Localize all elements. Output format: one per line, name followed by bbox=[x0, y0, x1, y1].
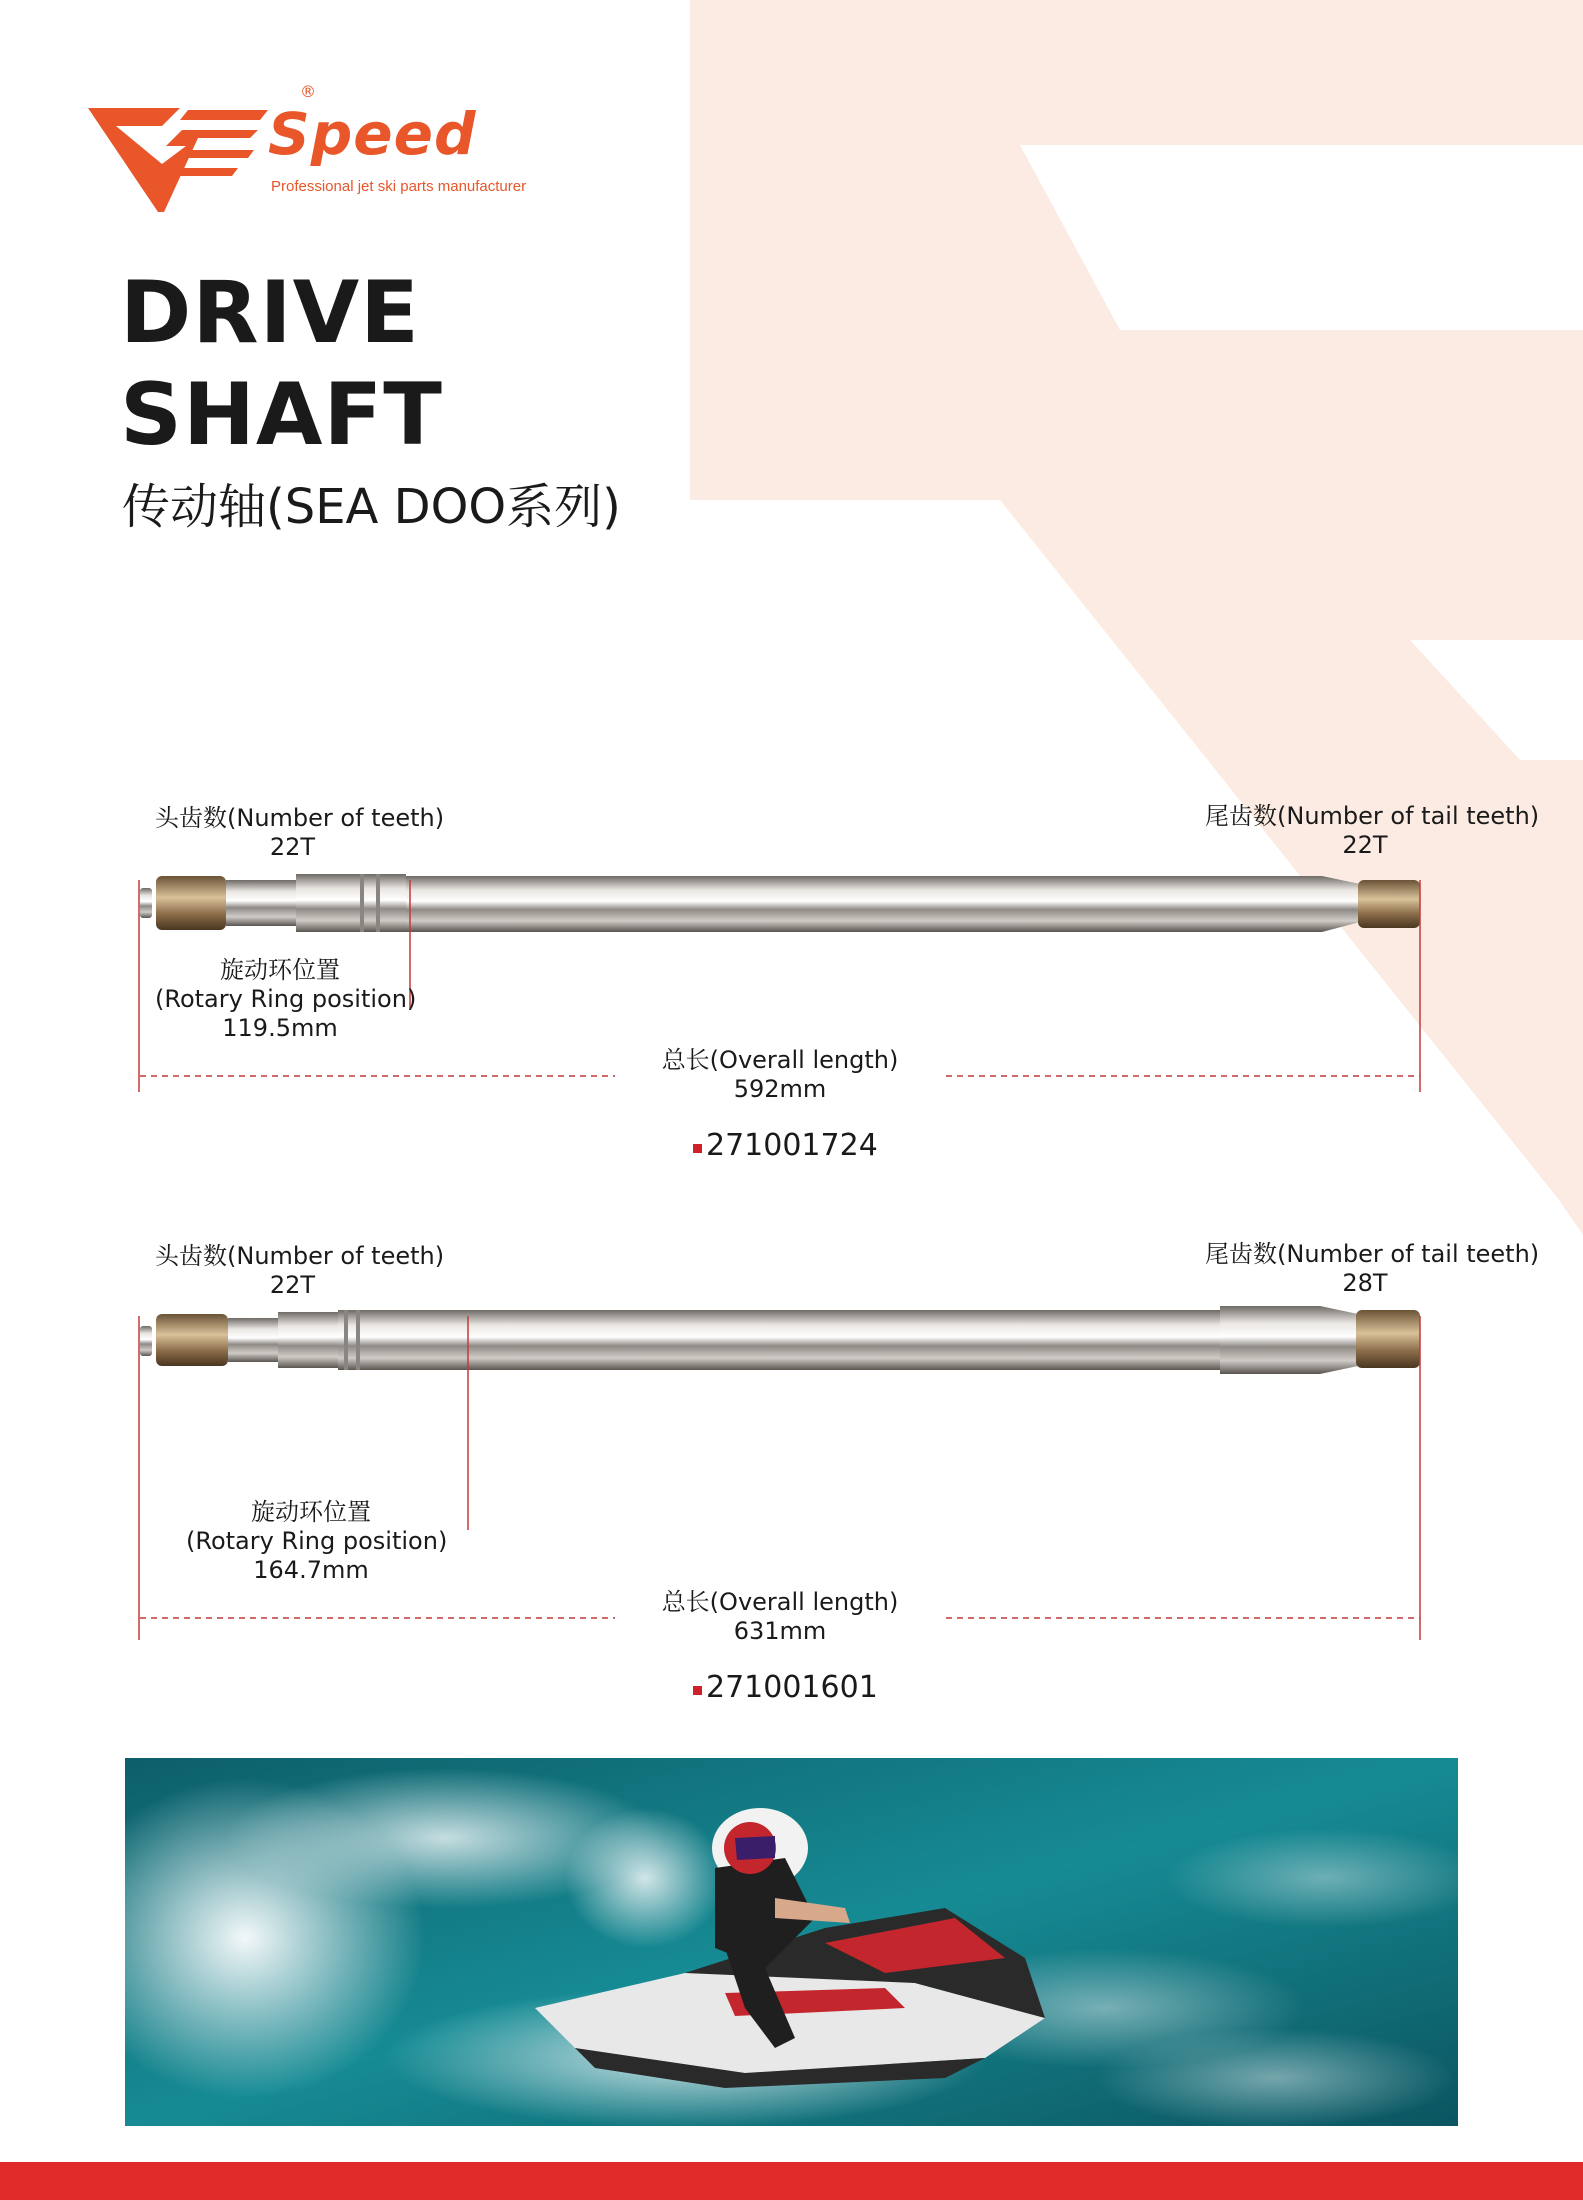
brand-tagline: Professional jet ski parts manufacturer bbox=[271, 178, 527, 195]
part-number: 271001724 bbox=[693, 1128, 878, 1163]
overall-length-label: 总长(Overall length) 631mm bbox=[650, 1588, 910, 1646]
rotary-ring-value: 164.7mm bbox=[253, 1556, 369, 1584]
tail-teeth-value: 22T bbox=[1342, 831, 1388, 859]
tail-teeth-value: 28T bbox=[1342, 1269, 1388, 1297]
overall-length-value: 631mm bbox=[733, 1617, 827, 1645]
tail-spline bbox=[1356, 1310, 1420, 1368]
title-line-1: DRIVE bbox=[120, 263, 420, 363]
shaft-tip bbox=[140, 1326, 152, 1356]
registered-mark: ® bbox=[300, 82, 316, 101]
tail-teeth-label: 尾齿数(Number of tail teeth) 22T bbox=[1205, 802, 1540, 859]
page-subtitle: 传动轴(SEA DOO系列) bbox=[122, 479, 621, 535]
head-spline bbox=[156, 1314, 228, 1366]
overall-length-value: 592mm bbox=[733, 1075, 827, 1103]
head-teeth-value: 22T bbox=[269, 833, 316, 861]
rotary-ring-label: 旋动环位置 (Rotary Ring position) 164.7mm bbox=[186, 1498, 448, 1584]
tail-teeth-label: 尾齿数(Number of tail teeth) 28T bbox=[1205, 1240, 1540, 1297]
bottom-brand-bar bbox=[0, 2162, 1583, 2200]
overall-length-label: 总长(Overall length) 592mm bbox=[650, 1046, 910, 1104]
rotary-ring-label: 旋动环位置 (Rotary Ring position) 119.5mm bbox=[155, 956, 417, 1042]
brand-name: Speed bbox=[268, 100, 477, 168]
head-teeth-label: 头齿数(Number of teeth) 22T bbox=[155, 1242, 445, 1299]
shaft-main-body bbox=[468, 1310, 1220, 1370]
title-line-2: SHAFT bbox=[120, 365, 443, 465]
rotary-ring-value: 119.5mm bbox=[222, 1014, 338, 1042]
head-teeth-label: 头齿数(Number of teeth) 22T bbox=[155, 804, 445, 861]
red-square-icon bbox=[693, 1686, 702, 1695]
part-number: 271001601 bbox=[693, 1670, 878, 1705]
jet-ski-photo bbox=[125, 1758, 1458, 2126]
head-teeth-value: 22T bbox=[269, 1271, 316, 1299]
jet-ski-rider-image bbox=[125, 1758, 1458, 2126]
